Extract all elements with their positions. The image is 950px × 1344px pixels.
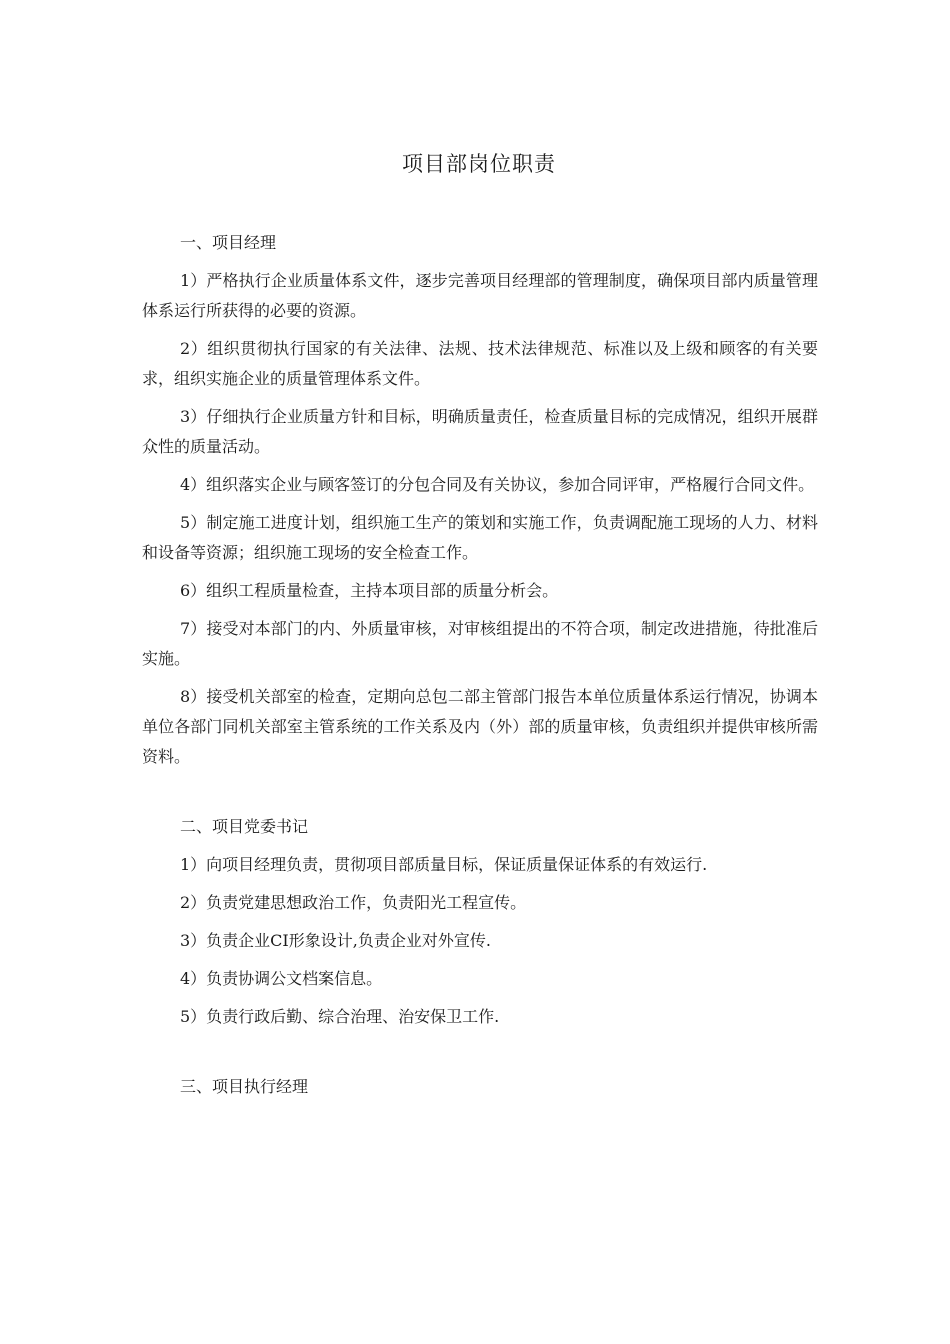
- list-item: 3）仔细执行企业质量方针和目标，明确质量责任，检查质量目标的完成情况，组织开展群众性的质量活动。: [142, 407, 818, 456]
- list-item: 1）向项目经理负责，贯彻项目部质量目标，保证质量保证体系的有效运行.: [180, 855, 708, 874]
- list-item: 8）接受机关部室的检查，定期向总包二部主管部门报告本单位质量体系运行情况，协调本单位各部门同机关部室主管系统的工作关系及内（外）部的质量审核，负责组织并提供审核所需资料。: [142, 687, 818, 766]
- list-item: 2）负责党建思想政治工作，负责阳光工程宣传。: [180, 893, 527, 912]
- list-item: 4）负责协调公文档案信息。: [180, 969, 383, 988]
- section-heading: 三、项目执行经理: [180, 1077, 309, 1096]
- section-heading: 二、项目党委书记: [180, 817, 309, 836]
- list-item: 5）制定施工进度计划，组织施工生产的策划和实施工作，负责调配施工现场的人力、材料和设备等资源；组织施工现场的安全检查工作。: [142, 513, 818, 562]
- section-project-manager: [142, 228, 818, 772]
- list-item: 2）组织贯彻执行国家的有关法律、法规、技术法律规范、标准以及上级和顾客的有关要求，组织实施企业的质量管理体系文件。: [142, 339, 818, 388]
- section-party-secretary: [142, 812, 818, 1032]
- list-item: 6）组织工程质量检查，主持本项目部的质量分析会。: [180, 581, 559, 600]
- section-executive-manager: [142, 1072, 818, 1102]
- list-item: 5）负责行政后勤、综合治理、治安保卫工作.: [180, 1007, 500, 1026]
- list-item: 1）严格执行企业质量体系文件，逐步完善项目经理部的管理制度，确保项目部内质量管理体系运行所获得的必要的资源。: [142, 271, 818, 320]
- list-item: 3）负责企业CI形象设计,负责企业对外宣传.: [180, 931, 491, 950]
- section-heading: 一、项目经理: [180, 233, 277, 252]
- list-item: 4）组织落实企业与顾客签订的分包合同及有关协议，参加合同评审，严格履行合同文件。: [180, 475, 815, 494]
- list-item: 7）接受对本部门的内、外质量审核，对审核组提出的不符合项，制定改进措施，待批准后实施。: [142, 619, 818, 668]
- document-body: [142, 228, 818, 1110]
- page-title: 项目部岗位职责: [402, 152, 556, 176]
